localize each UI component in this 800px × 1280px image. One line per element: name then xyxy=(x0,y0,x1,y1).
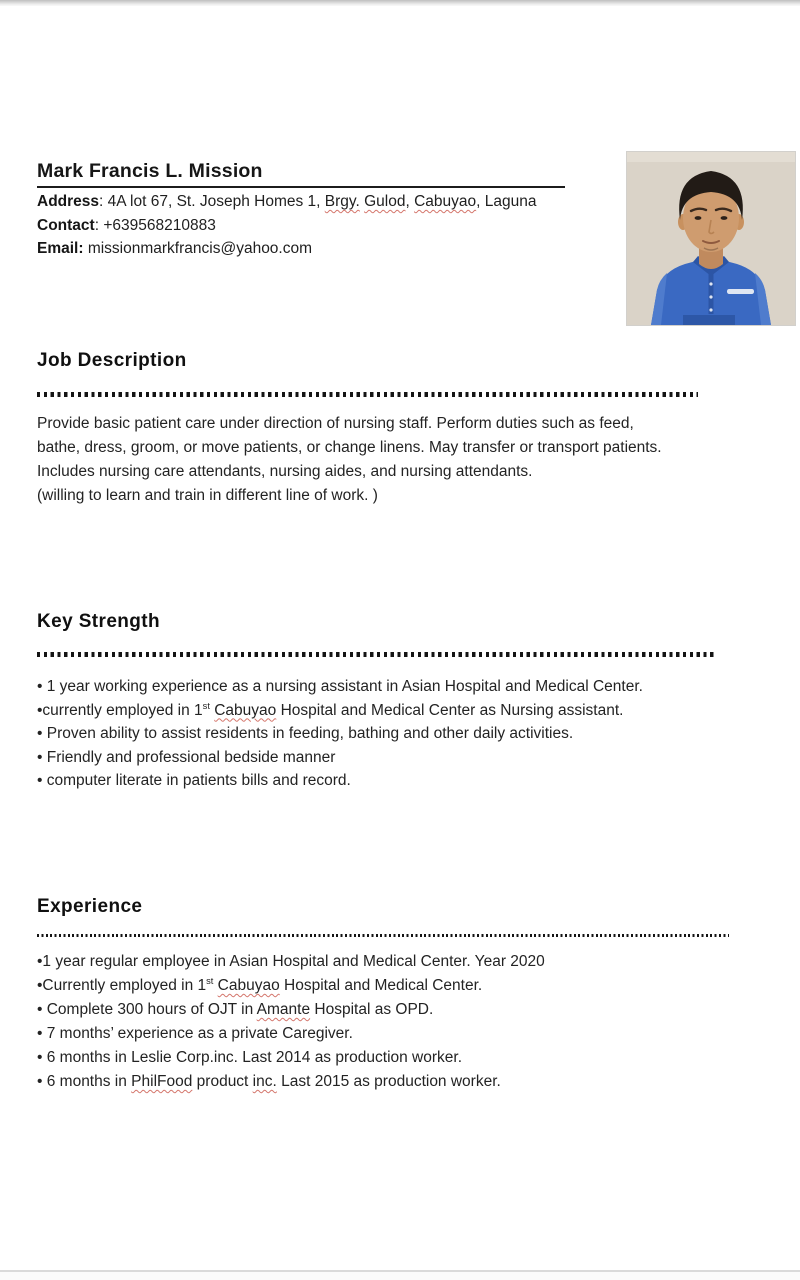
misspelled-word: Cabuyao xyxy=(214,701,277,719)
person-portrait-icon xyxy=(627,152,795,325)
bullet-item xyxy=(37,998,545,1022)
contact-value: : +639568210883 xyxy=(94,216,216,234)
misspelled-word: Cabuyao xyxy=(414,193,477,210)
paragraph-line: Provide basic patient care under direction of nursing staff. Perform duties such as feed, xyxy=(37,415,634,432)
text-segment: •1 year regular employee in Asian Hospital and Medical Center. Year 2020 xyxy=(37,953,545,970)
email-label: Email: xyxy=(37,240,84,257)
text-segment: Last 2015 as production worker. xyxy=(276,1073,501,1090)
paragraph-line: Includes nursing care attendants, nursing aides, and nursing attendants. xyxy=(37,463,533,480)
text-segment: • computer literate in patients bills and record. xyxy=(37,772,351,789)
text-segment: • Friendly and professional bedside manner xyxy=(37,748,336,766)
email-value: missionmarkfrancis@yahoo.com xyxy=(87,240,313,257)
paragraph-line: bathe, dress, groom, or move patients, or change linens. May transfer or transport patients. xyxy=(37,439,662,456)
text-segment: st xyxy=(206,975,214,986)
top-edge-shadow xyxy=(0,0,800,6)
address-value xyxy=(99,193,536,210)
bullet-item xyxy=(37,1070,545,1094)
contact-block xyxy=(37,190,537,261)
paragraph-line: (willing to learn and train in different line of work. ) xyxy=(37,487,378,504)
section-heading-experience: Experience xyxy=(37,896,143,917)
bullet-item xyxy=(37,950,545,974)
bullet-item xyxy=(37,675,643,699)
key-strength-list xyxy=(37,675,643,793)
text-segment: • 6 months in Leslie Corp.inc. Last 2014 as production worker. xyxy=(37,1049,463,1066)
misspelled-word: Gulod xyxy=(364,193,406,210)
text-segment: product xyxy=(192,1073,253,1090)
text-segment: st xyxy=(202,700,210,711)
dotted-divider xyxy=(37,934,729,937)
text-segment: Hospital and Medical Center as Nursing assistant. xyxy=(276,701,624,719)
text-segment: Hospital as OPD. xyxy=(310,1001,434,1018)
section-heading-job-description: Job Description xyxy=(37,350,187,371)
bullet-item xyxy=(37,722,643,746)
text-segment: • Complete 300 hours of OJT in xyxy=(37,1001,257,1018)
job-description-paragraph xyxy=(37,412,662,508)
bullet-item xyxy=(37,974,545,998)
dotted-divider xyxy=(37,652,716,657)
applicant-photo xyxy=(627,152,795,325)
bullet-item xyxy=(37,746,643,770)
email-line xyxy=(37,237,537,261)
bullet-item xyxy=(37,769,643,793)
text-segment: Hospital and Medical Center. xyxy=(279,977,483,994)
text-segment: : 4A lot 67, St. Joseph Homes 1, xyxy=(99,193,325,210)
bottom-edge-line xyxy=(0,1270,800,1280)
experience-list xyxy=(37,950,545,1094)
text-segment: , xyxy=(405,193,415,210)
misspelled-word: Cabuyao xyxy=(217,977,280,994)
misspelled-word: Amante xyxy=(256,1001,311,1018)
text-segment: • Proven ability to assist residents in feeding, bathing and other daily activities. xyxy=(37,725,574,742)
dotted-divider xyxy=(37,392,698,397)
contact-label: Contact xyxy=(37,216,95,234)
text-segment: , Laguna xyxy=(476,193,537,210)
section-heading-key-strength: Key Strength xyxy=(37,611,161,632)
address-line xyxy=(37,190,537,214)
bullet-item xyxy=(37,1022,545,1046)
applicant-name: Mark Francis L. Mission xyxy=(37,160,565,188)
bullet-item xyxy=(37,1046,545,1070)
misspelled-word: PhilFood xyxy=(131,1073,193,1090)
text-segment: • 6 months in xyxy=(37,1073,132,1090)
contact-line xyxy=(37,214,537,238)
text-segment: •currently employed in 1 xyxy=(37,701,203,719)
misspelled-word: inc. xyxy=(252,1073,277,1090)
text-segment: • 1 year working experience as a nursing assistant in Asian Hospital and Medical Center. xyxy=(37,678,643,695)
address-label: Address xyxy=(37,193,100,210)
bullet-item xyxy=(37,699,643,723)
text-segment: •Currently employed in 1 xyxy=(37,977,207,994)
text-segment: • 7 months’ experience as a private Caregiver. xyxy=(37,1025,353,1042)
misspelled-word: Brgy. xyxy=(324,193,360,210)
